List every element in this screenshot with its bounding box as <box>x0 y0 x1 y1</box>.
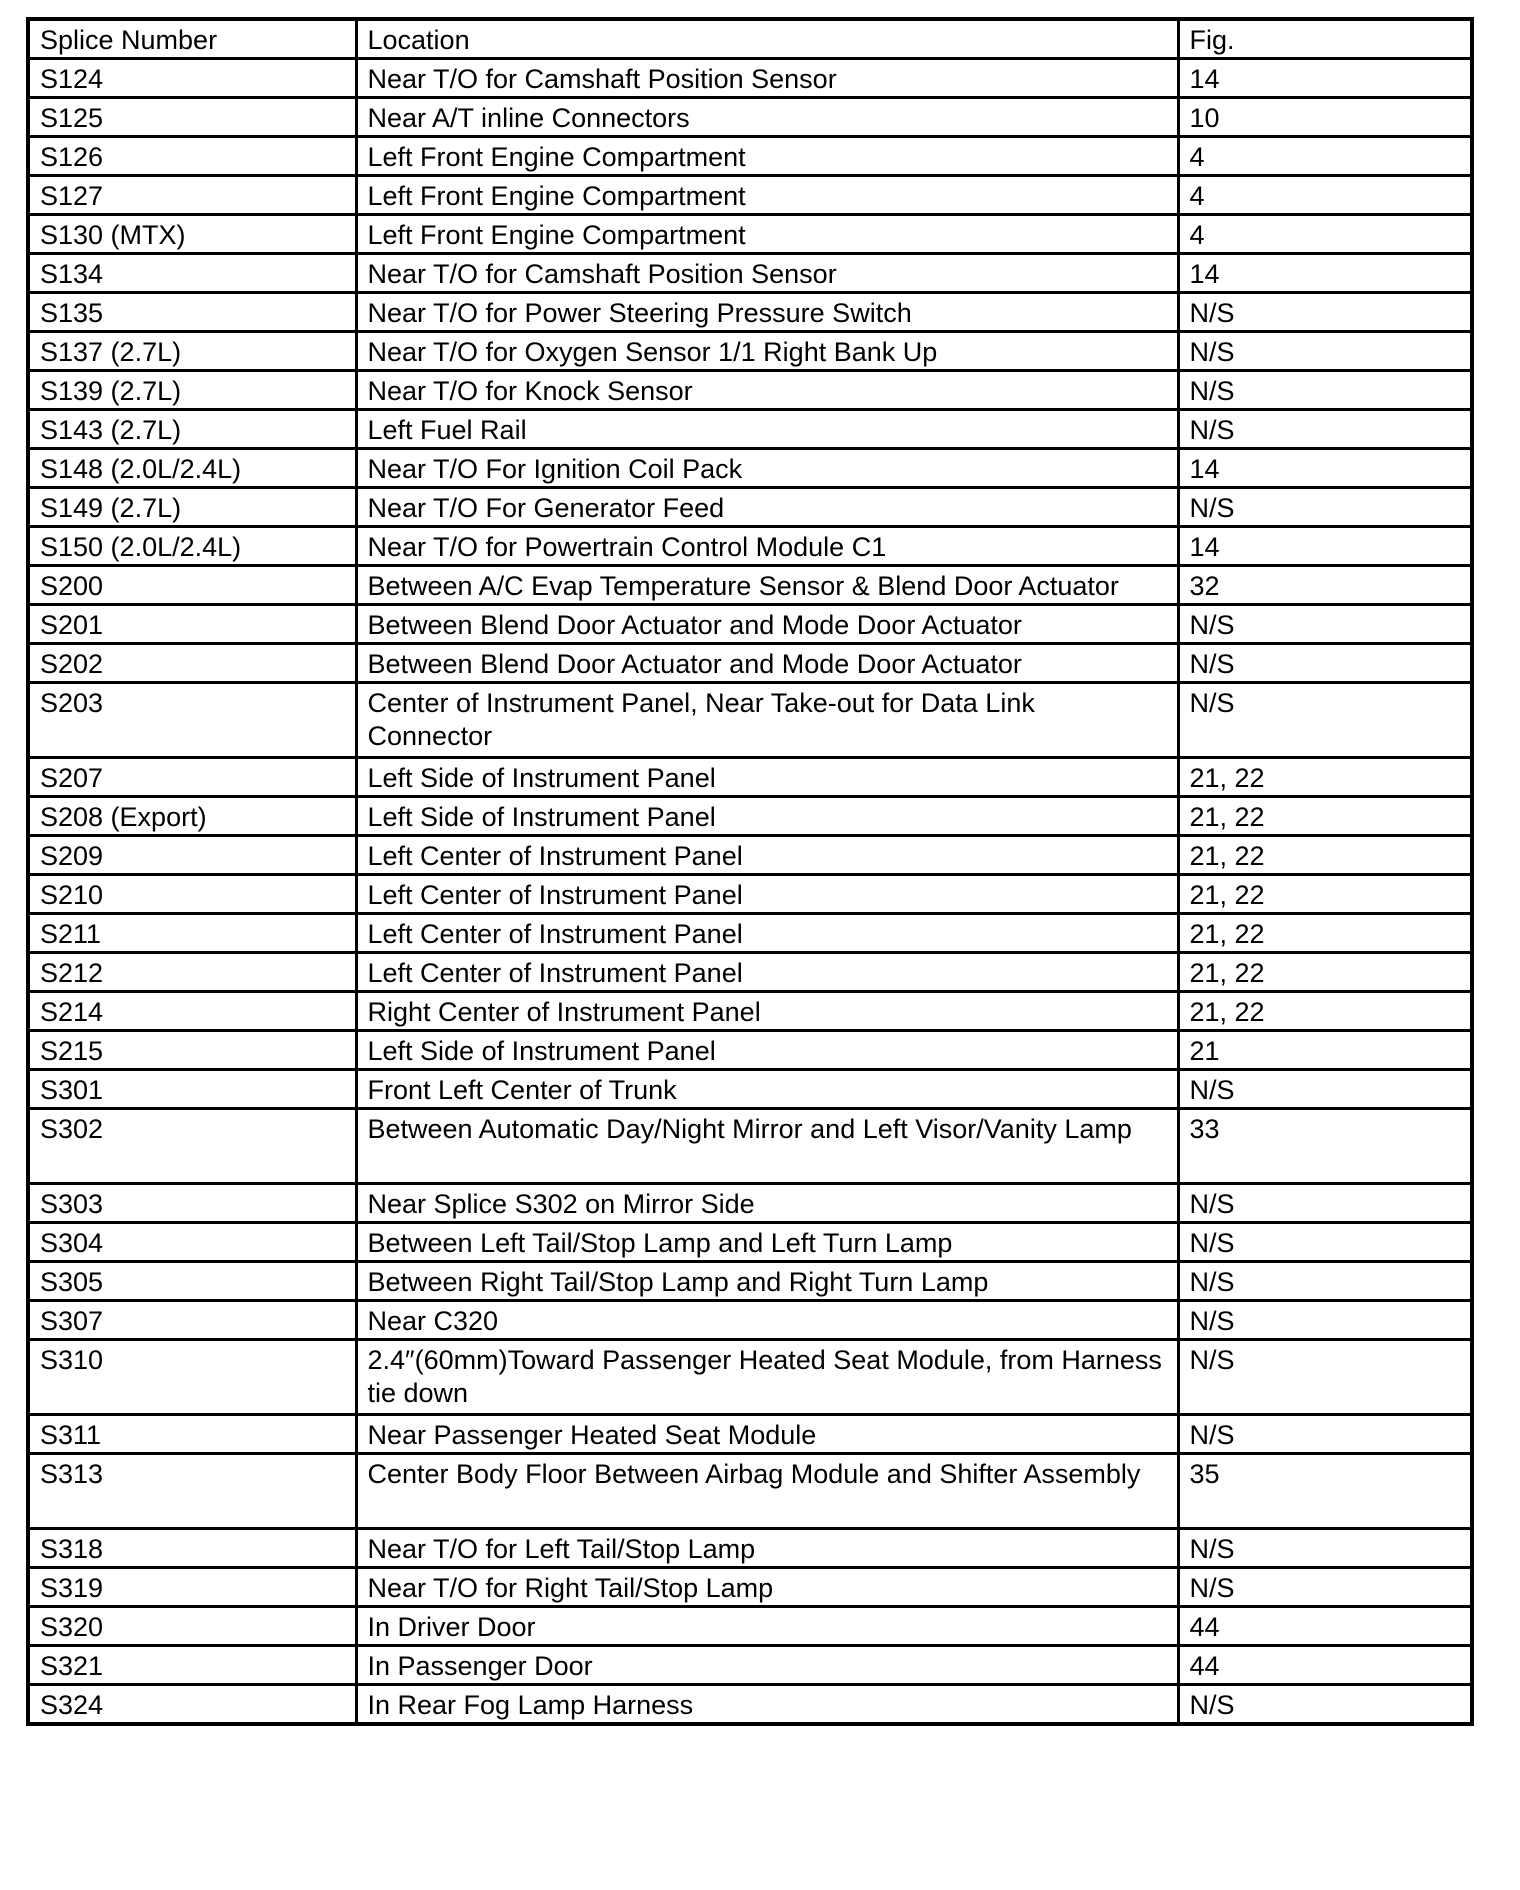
location-cell: Near Splice S302 on Mirror Side <box>356 1184 1178 1223</box>
table-row <box>28 1646 1472 1685</box>
table-row <box>28 683 1472 758</box>
location-cell: Left Center of Instrument Panel <box>356 836 1178 875</box>
table-row <box>28 605 1472 644</box>
splice-number-cell: S311 <box>28 1415 356 1454</box>
location-cell: Near T/O for Left Tail/Stop Lamp <box>356 1529 1178 1568</box>
splice-number-cell: S134 <box>28 254 356 293</box>
splice-number-cell: S207 <box>28 758 356 797</box>
header-location: Location <box>356 19 1178 59</box>
location-cell: Between Right Tail/Stop Lamp and Right Turn Lamp <box>356 1262 1178 1301</box>
table-row <box>28 1301 1472 1340</box>
location-cell: Left Center of Instrument Panel <box>356 875 1178 914</box>
splice-number-cell: S302 <box>28 1109 356 1184</box>
splice-number-cell: S208 (Export) <box>28 797 356 836</box>
location-cell: 2.4″(60mm)Toward Passenger Heated Seat Module, from Harness tie down <box>356 1340 1178 1415</box>
table-row <box>28 836 1472 875</box>
table-header-row <box>28 19 1472 59</box>
splice-number-cell: S215 <box>28 1031 356 1070</box>
splice-number-cell: S318 <box>28 1529 356 1568</box>
fig-cell: N/S <box>1178 1340 1472 1415</box>
table-row <box>28 644 1472 683</box>
location-cell: Center of Instrument Panel, Near Take-out for Data Link Connector <box>356 683 1178 758</box>
table-row <box>28 1415 1472 1454</box>
location-cell: Near T/O For Ignition Coil Pack <box>356 449 1178 488</box>
fig-cell: N/S <box>1178 1529 1472 1568</box>
splice-number-cell: S130 (MTX) <box>28 215 356 254</box>
table-row <box>28 137 1472 176</box>
table-row <box>28 1109 1472 1184</box>
splice-location-table <box>26 17 1474 1726</box>
fig-cell: 4 <box>1178 176 1472 215</box>
splice-number-cell: S324 <box>28 1685 356 1725</box>
splice-number-cell: S139 (2.7L) <box>28 371 356 410</box>
splice-number-cell: S313 <box>28 1454 356 1529</box>
fig-cell: N/S <box>1178 1262 1472 1301</box>
splice-number-cell: S124 <box>28 59 356 98</box>
location-cell: Left Center of Instrument Panel <box>356 914 1178 953</box>
table-row <box>28 488 1472 527</box>
fig-cell: 21, 22 <box>1178 836 1472 875</box>
fig-cell: 21, 22 <box>1178 992 1472 1031</box>
fig-cell: N/S <box>1178 488 1472 527</box>
fig-cell: 14 <box>1178 254 1472 293</box>
location-cell: Left Front Engine Compartment <box>356 215 1178 254</box>
splice-number-cell: S320 <box>28 1607 356 1646</box>
table-row <box>28 293 1472 332</box>
location-cell: In Rear Fog Lamp Harness <box>356 1685 1178 1725</box>
fig-cell: 10 <box>1178 98 1472 137</box>
location-cell: Center Body Floor Between Airbag Module and Shifter Assembly <box>356 1454 1178 1529</box>
fig-cell: 32 <box>1178 566 1472 605</box>
table-row <box>28 449 1472 488</box>
header-splice-number: Splice Number <box>28 19 356 59</box>
location-cell: Near T/O for Power Steering Pressure Switch <box>356 293 1178 332</box>
table-row <box>28 1607 1472 1646</box>
location-cell: Left Fuel Rail <box>356 410 1178 449</box>
splice-number-cell: S143 (2.7L) <box>28 410 356 449</box>
table-row <box>28 332 1472 371</box>
location-cell: In Passenger Door <box>356 1646 1178 1685</box>
fig-cell: 21, 22 <box>1178 875 1472 914</box>
fig-cell: N/S <box>1178 605 1472 644</box>
location-cell: Left Center of Instrument Panel <box>356 953 1178 992</box>
location-cell: Between Blend Door Actuator and Mode Door Actuator <box>356 605 1178 644</box>
splice-number-cell: S301 <box>28 1070 356 1109</box>
table-row <box>28 758 1472 797</box>
location-cell: Right Center of Instrument Panel <box>356 992 1178 1031</box>
location-cell: Near T/O for Camshaft Position Sensor <box>356 59 1178 98</box>
location-cell: Near T/O for Camshaft Position Sensor <box>356 254 1178 293</box>
splice-number-cell: S303 <box>28 1184 356 1223</box>
table-row <box>28 1070 1472 1109</box>
fig-cell: N/S <box>1178 410 1472 449</box>
table-row <box>28 527 1472 566</box>
fig-cell: N/S <box>1178 1070 1472 1109</box>
fig-cell: 21, 22 <box>1178 797 1472 836</box>
splice-number-cell: S305 <box>28 1262 356 1301</box>
table-row <box>28 566 1472 605</box>
table-row <box>28 1340 1472 1415</box>
location-cell: Left Side of Instrument Panel <box>356 797 1178 836</box>
fig-cell: N/S <box>1178 1415 1472 1454</box>
splice-number-cell: S210 <box>28 875 356 914</box>
fig-cell: 21, 22 <box>1178 914 1472 953</box>
fig-cell: 21, 22 <box>1178 953 1472 992</box>
splice-number-cell: S148 (2.0L/2.4L) <box>28 449 356 488</box>
splice-number-cell: S201 <box>28 605 356 644</box>
fig-cell: N/S <box>1178 1568 1472 1607</box>
table-row <box>28 875 1472 914</box>
splice-number-cell: S149 (2.7L) <box>28 488 356 527</box>
table-row <box>28 1685 1472 1725</box>
splice-number-cell: S304 <box>28 1223 356 1262</box>
table-row <box>28 371 1472 410</box>
fig-cell: 4 <box>1178 137 1472 176</box>
fig-cell: 14 <box>1178 527 1472 566</box>
location-cell: Front Left Center of Trunk <box>356 1070 1178 1109</box>
table-row <box>28 410 1472 449</box>
location-cell: Between A/C Evap Temperature Sensor & Blend Door Actuator <box>356 566 1178 605</box>
splice-number-cell: S200 <box>28 566 356 605</box>
table-row <box>28 992 1472 1031</box>
table-row <box>28 1184 1472 1223</box>
table-body <box>28 59 1472 1725</box>
table-row <box>28 1568 1472 1607</box>
location-cell: Near T/O for Oxygen Sensor 1/1 Right Bank Up <box>356 332 1178 371</box>
splice-number-cell: S127 <box>28 176 356 215</box>
location-cell: Between Blend Door Actuator and Mode Door Actuator <box>356 644 1178 683</box>
fig-cell: 21, 22 <box>1178 758 1472 797</box>
splice-number-cell: S202 <box>28 644 356 683</box>
fig-cell: 21 <box>1178 1031 1472 1070</box>
location-cell: Near T/O for Powertrain Control Module C1 <box>356 527 1178 566</box>
fig-cell: 33 <box>1178 1109 1472 1184</box>
location-cell: Near T/O for Knock Sensor <box>356 371 1178 410</box>
table-row <box>28 797 1472 836</box>
splice-number-cell: S321 <box>28 1646 356 1685</box>
table-row <box>28 254 1472 293</box>
fig-cell: 35 <box>1178 1454 1472 1529</box>
splice-number-cell: S307 <box>28 1301 356 1340</box>
fig-cell: 14 <box>1178 59 1472 98</box>
location-cell: Between Automatic Day/Night Mirror and Left Visor/Vanity Lamp <box>356 1109 1178 1184</box>
fig-cell: N/S <box>1178 371 1472 410</box>
splice-number-cell: S209 <box>28 836 356 875</box>
fig-cell: N/S <box>1178 683 1472 758</box>
location-cell: Left Side of Instrument Panel <box>356 1031 1178 1070</box>
splice-number-cell: S211 <box>28 914 356 953</box>
splice-number-cell: S125 <box>28 98 356 137</box>
table-row <box>28 953 1472 992</box>
location-cell: Between Left Tail/Stop Lamp and Left Turn Lamp <box>356 1223 1178 1262</box>
fig-cell: N/S <box>1178 1223 1472 1262</box>
location-cell: Near C320 <box>356 1301 1178 1340</box>
location-cell: Near Passenger Heated Seat Module <box>356 1415 1178 1454</box>
splice-number-cell: S212 <box>28 953 356 992</box>
fig-cell: N/S <box>1178 644 1472 683</box>
location-cell: Near T/O For Generator Feed <box>356 488 1178 527</box>
location-cell: Near T/O for Right Tail/Stop Lamp <box>356 1568 1178 1607</box>
splice-number-cell: S214 <box>28 992 356 1031</box>
splice-number-cell: S135 <box>28 293 356 332</box>
table-row <box>28 1529 1472 1568</box>
table-row <box>28 1223 1472 1262</box>
table-row <box>28 59 1472 98</box>
location-cell: Left Front Engine Compartment <box>356 176 1178 215</box>
fig-cell: N/S <box>1178 1184 1472 1223</box>
splice-number-cell: S150 (2.0L/2.4L) <box>28 527 356 566</box>
table-row <box>28 176 1472 215</box>
splice-number-cell: S310 <box>28 1340 356 1415</box>
fig-cell: 44 <box>1178 1607 1472 1646</box>
table-row <box>28 1031 1472 1070</box>
fig-cell: N/S <box>1178 332 1472 371</box>
fig-cell: 4 <box>1178 215 1472 254</box>
location-cell: In Driver Door <box>356 1607 1178 1646</box>
table-row <box>28 1454 1472 1529</box>
table-row <box>28 1262 1472 1301</box>
splice-number-cell: S203 <box>28 683 356 758</box>
fig-cell: N/S <box>1178 1685 1472 1725</box>
splice-number-cell: S319 <box>28 1568 356 1607</box>
location-cell: Left Front Engine Compartment <box>356 137 1178 176</box>
fig-cell: 14 <box>1178 449 1472 488</box>
location-cell: Near A/T inline Connectors <box>356 98 1178 137</box>
splice-number-cell: S126 <box>28 137 356 176</box>
location-cell: Left Side of Instrument Panel <box>356 758 1178 797</box>
table-row <box>28 98 1472 137</box>
table-row <box>28 914 1472 953</box>
fig-cell: N/S <box>1178 293 1472 332</box>
splice-number-cell: S137 (2.7L) <box>28 332 356 371</box>
fig-cell: 44 <box>1178 1646 1472 1685</box>
table-row <box>28 215 1472 254</box>
header-fig: Fig. <box>1178 19 1472 59</box>
fig-cell: N/S <box>1178 1301 1472 1340</box>
